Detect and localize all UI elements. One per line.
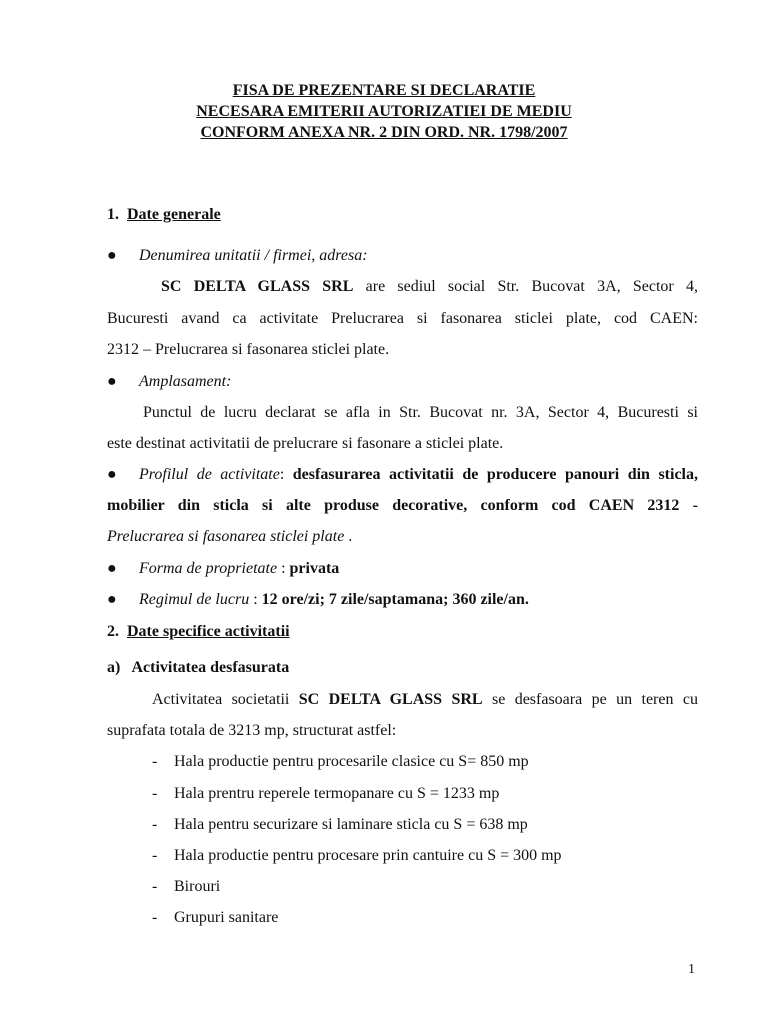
profil-line-2: mobilier din sticla si alte produse decorative, conform cod CAEN 2312 - <box>107 497 698 514</box>
subsection-a-label: a) <box>107 659 121 676</box>
activitate-text-1: Activitatea societatii <box>152 691 299 708</box>
profil-colon: : <box>279 466 293 483</box>
activitate-text-2: se desfasoara pe un teren cu <box>482 691 698 708</box>
section-1-title: Date generale <box>127 206 221 223</box>
structure-item <box>152 753 698 771</box>
subsection-a-heading <box>107 659 698 677</box>
page-number: 1 <box>688 962 695 977</box>
profil-line-end: . <box>344 528 353 545</box>
forma-value: privata <box>289 560 340 577</box>
bullet-profil <box>107 466 698 484</box>
bullet-icon: ● <box>107 247 117 264</box>
structure-item-text: Grupuri sanitare <box>174 909 279 926</box>
dash-marker: - <box>152 878 158 895</box>
amplasament-line-1: Punctul de lucru declarat se afla in Str. Bucovat nr. 3A, Sector 4, Bucuresti si <box>143 404 698 421</box>
section-1-heading <box>107 206 698 224</box>
activitate-firm-name: SC DELTA GLASS SRL <box>298 691 483 708</box>
profil-caen-name: Prelucrarea si fasonarea sticlei plate <box>107 528 345 545</box>
amplasament-line-2: este destinat activitatii de prelucrare si fasonare a sticlei plate. <box>107 435 504 452</box>
section-1-number: 1. <box>107 206 119 223</box>
dash-marker: - <box>152 909 158 926</box>
bullet-denumire <box>107 247 698 265</box>
profil-label: Profilul de activitate <box>139 466 280 483</box>
firm-name: SC DELTA GLASS SRL <box>161 278 354 295</box>
document-title <box>0 80 768 143</box>
title-line-3: CONFORM ANEXA NR. 2 DIN ORD. NR. 1798/2007 <box>200 124 568 141</box>
structure-item-text: Hala productie pentru procesare prin cantuire cu S = 300 mp <box>174 847 562 864</box>
section-2-heading <box>107 623 698 641</box>
denumire-label: Denumirea unitatii / firmei, adresa: <box>139 247 368 264</box>
profil-line-3 <box>107 528 698 546</box>
forma-sep: : <box>277 560 290 577</box>
bullet-regim <box>107 591 698 609</box>
denumire-text: are sediul social Str. Bucovat 3A, Sector 4, <box>353 278 698 295</box>
structure-item <box>152 816 698 834</box>
structure-item-text: Hala prentru reperele termopanare cu S = 1233 mp <box>174 785 500 802</box>
structure-item <box>152 909 698 927</box>
structure-item-text: Hala productie pentru procesarile clasice cu S= 850 mp <box>174 753 529 770</box>
bullet-icon: ● <box>107 560 117 577</box>
activitate-line-2: suprafata totala de 3213 mp, structurat astfel: <box>107 722 397 739</box>
profil-text: desfasurarea activitatii de producere panouri din sticla, <box>292 466 698 483</box>
denumire-line-1 <box>161 278 698 296</box>
dash-marker: - <box>152 847 158 864</box>
amplasament-label: Amplasament: <box>139 373 232 390</box>
regim-sep: : <box>249 591 262 608</box>
title-line-1: FISA DE PREZENTARE SI DECLARATIE <box>232 82 536 99</box>
subsection-a-title: Activitatea desfasurata <box>131 659 290 676</box>
dash-marker: - <box>152 816 158 833</box>
regim-label: Regimul de lucru <box>139 591 250 608</box>
bullet-icon: ● <box>107 373 117 390</box>
denumire-line-2: Bucuresti avand ca activitate Prelucrarea si fasonarea sticlei plate, cod CAEN: <box>107 310 698 327</box>
dash-marker: - <box>152 753 158 770</box>
structure-item <box>152 785 698 803</box>
structure-item <box>152 847 698 865</box>
bullet-amplasament <box>107 373 698 391</box>
structure-item <box>152 878 698 896</box>
bullet-icon: ● <box>107 591 117 608</box>
denumire-line-3: 2312 – Prelucrarea si fasonarea sticlei plate. <box>107 341 390 358</box>
dash-marker: - <box>152 785 158 802</box>
section-2-title: Date specifice activitatii <box>127 623 290 640</box>
regim-value: 12 ore/zi; 7 zile/saptamana; 360 zile/an. <box>261 591 529 608</box>
bullet-icon: ● <box>107 466 117 483</box>
structure-item-text: Birouri <box>174 878 221 895</box>
activitate-line-1 <box>152 691 698 709</box>
forma-label: Forma de proprietate <box>139 560 278 577</box>
bullet-forma <box>107 560 698 578</box>
structure-item-text: Hala pentru securizare si laminare sticla cu S = 638 mp <box>174 816 528 833</box>
title-line-2: NECESARA EMITERII AUTORIZATIEI DE MEDIU <box>196 103 572 120</box>
section-2-number: 2. <box>107 623 119 640</box>
